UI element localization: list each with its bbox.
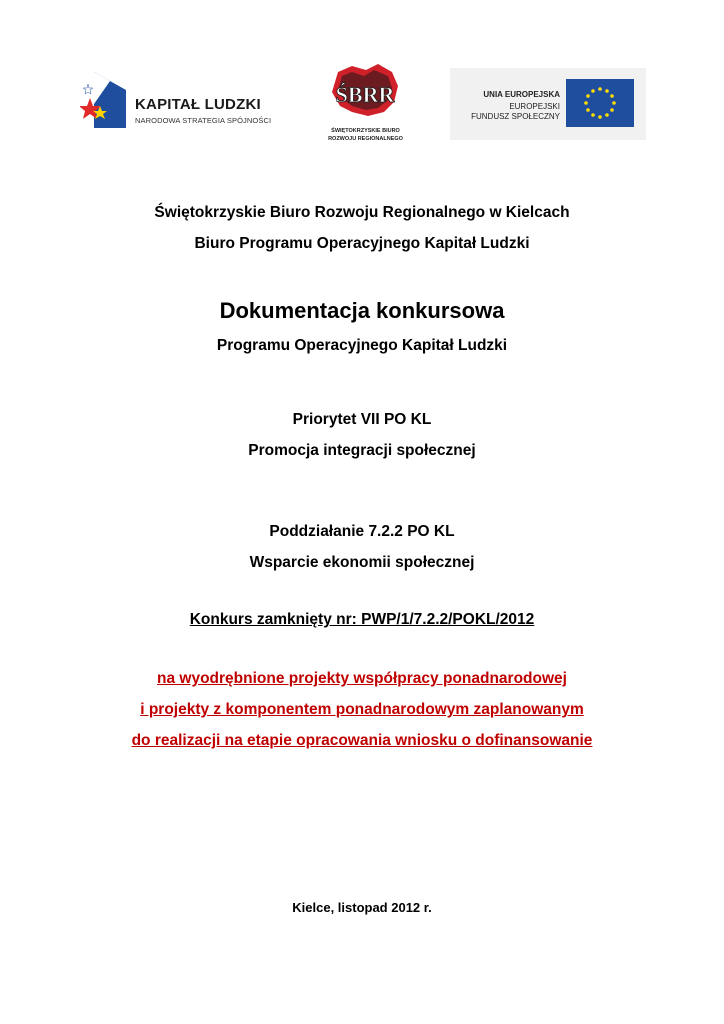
sbrr-logo [318, 62, 413, 152]
scope-line-2: i projekty z komponentem ponadnarodowym zaplanowanym [140, 701, 584, 718]
priority-name: Promocja integracji społecznej [248, 442, 476, 459]
office-name: Biuro Programu Operacyjnego Kapitał Ludzki [194, 235, 530, 252]
contest-number: Konkurs zamknięty nr: PWP/1/7.2.2/POKL/2012 [189, 611, 535, 628]
document-subtitle: Programu Operacyjnego Kapitał Ludzki [216, 337, 508, 354]
priority-label: Priorytet VII PO KL [292, 411, 432, 428]
eu-logo [450, 68, 646, 140]
sbrr-emblem-icon [318, 62, 413, 122]
eu-union-label: UNIA EUROPEJSKA [483, 90, 560, 99]
kapital-ludzki-title: KAPITAŁ LUDZKI [135, 96, 261, 113]
kapital-ludzki-subtitle: NARODOWA STRATEGIA SPÓJNOŚCI [135, 116, 272, 125]
logo-bar [0, 62, 724, 152]
eu-fund-label-2: FUNDUSZ SPOŁECZNY [471, 112, 560, 121]
scope-line-1: na wyodrębnione projekty współpracy ponadnarodowej [157, 670, 567, 687]
kapital-ludzki-emblem-icon [80, 70, 132, 130]
sbrr-name-line2: ROZWOJU REGIONALNEGO [328, 136, 403, 142]
institution-name: Świętokrzyskie Biuro Rozwoju Regionalnego w Kielcach [154, 204, 570, 221]
sbrr-acronym: ŚBRR [335, 82, 395, 107]
eu-fund-label-1: EUROPEJSKI [509, 102, 560, 111]
submeasure-label: Poddziałanie 7.2.2 PO KL [269, 523, 455, 540]
submeasure-name: Wsparcie ekonomii społecznej [249, 554, 475, 571]
kapital-ludzki-logo [80, 70, 280, 130]
scope-line-3: do realizacji na etapie opracowania wniosku o dofinansowanie [131, 732, 593, 749]
place-date: Kielce, listopad 2012 r. [292, 900, 432, 915]
eu-flag-icon [566, 79, 634, 127]
sbrr-name-line1: ŚWIĘTOKRZYSKIE BIURO [331, 128, 400, 134]
document-title: Dokumentacja konkursowa [219, 298, 505, 323]
